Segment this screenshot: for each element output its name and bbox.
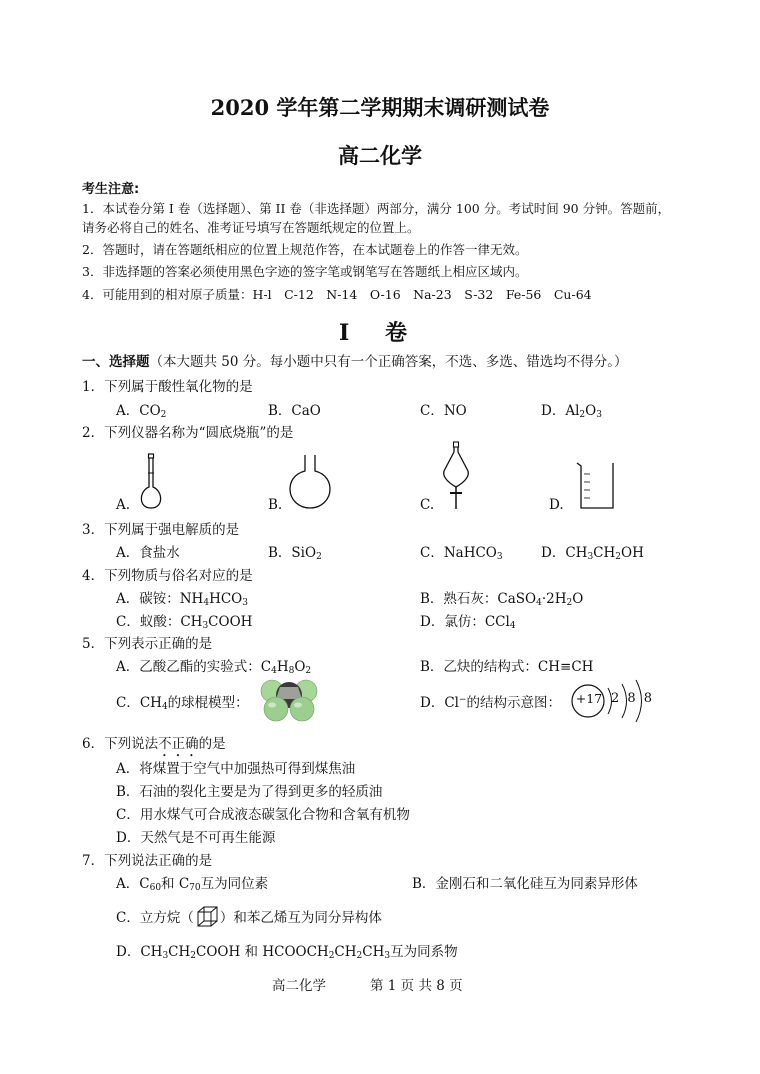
q6-stem: 6．下列说法不正确的是 [82,736,226,752]
q6-option-a: A．将煤置于空气中加强热可得到煤焦油 [116,761,356,777]
q4-option-c: C．蚁酸：$CH_3COOH$ [116,614,253,631]
footer-page-number: 第 1 页 共 8 页 [370,978,463,994]
q6-option-c: C．用水煤气可合成液态碳氢化合物和含氧有机物 [116,807,410,823]
electron-shells: 2 8 8 [611,691,653,706]
q2-option-d-label: D. [549,497,564,513]
q7-option-d: D．$CH_3CH_2COOH$ 和 $HCOOCH_2CH_2CH_3$互为同系物 [116,944,458,961]
q6-option-b: B．石油的裂化主要是为了得到更多的轻质油 [116,784,383,800]
q3-option-c: C．NaHCO$_3$ [420,545,503,562]
q7-stem: 7．下列说法正确的是 [82,853,213,869]
notice-item-1: 1．本试卷分第 I 卷（选择题）、第 II 卷（非选择题）两部分，满分 100 分。考试时间 90 分钟。答题前， [82,201,671,216]
q4-option-d: D．氯仿：CCl$_4$ [420,614,516,631]
q4-option-b: B．熟石灰：$CaSO_4\cdot 2H_2O$ [420,591,584,608]
q3-stem: 3．下列属于强电解质的是 [82,522,240,538]
q2-option-a-label: A. [116,497,131,513]
q3-option-a: A．食盐水 [116,545,180,561]
q1-option-d: D．$Al_2O_3$ [541,403,602,420]
beaker-icon [576,460,618,510]
section-header [82,350,628,370]
nucleus-charge: +17 [575,691,603,706]
q7-option-b: B．金刚石和二氧化硅互为同素异形体 [412,876,638,892]
section-desc: （本大题共 50 分。每小题中只有一个正确答案，不选、多选、错选均不得分。） [149,354,628,370]
q2-option-c-label: C. [420,497,435,513]
q4-option-a: A．碳铵：$NH_4HCO_3$ [116,591,248,608]
footer-subject: 高二化学 [272,978,326,994]
q1-stem: 1．下列属于酸性氧化物的是 [82,379,253,395]
subject-title: 高二化学 [338,143,422,168]
q5-option-b: B．乙炔的结构式：CH≡CH [420,659,594,675]
q1-option-c: C．NO [420,403,467,419]
notice-item-3: 3．非选择题的答案必须使用黑色字迹的签字笔或钢笔写在答题纸上相应区域内。 [82,264,528,279]
q5-option-a: A．乙酸乙酯的实验式：$C_4H_8O_2$ [116,659,312,676]
volumetric-flask-icon [134,453,168,511]
section-number: 一、 [82,354,109,370]
q6-option-d: D．天然气是不可再生能源 [116,830,276,846]
q5-option-c: C．$CH_4$的球棍模型： [116,695,249,712]
cubane-structure-icon [194,909,220,925]
methane-ball-stick-model-icon [258,677,320,723]
q3-option-d: D．$CH_3CH_2OH$ [541,545,644,562]
exam-title: 2020 学年第二学期期末调研测试卷 [210,95,550,120]
q7-option-a: A．$C_{60}$和 $C_{70}$互为同位素 [116,876,269,893]
q2-option-b-label: B. [268,497,283,513]
notice-item-2: 2．答题时，请在答题纸相应的位置上规范作答，在本试题卷上的作答一律无效。 [82,242,528,257]
q5-stem: 5．下列表示正确的是 [82,636,213,652]
notice-heading: 考生注意: [82,182,140,197]
q1-option-a: A．$CO_2$ [116,403,167,420]
q1-option-b: B．CaO [268,403,321,419]
q4-stem: 4．下列物质与俗名对应的是 [82,568,253,584]
q5-option-d: D．Cl−的结构示意图： [420,695,562,711]
q2-stem: 2．下列仪器名称为“圆底烧瓶”的是 [82,425,294,441]
q7-option-c: C．立方烷（ ）和苯乙烯互为同分异构体 [116,906,382,926]
notice-item-1-cont: 请务必将自己的姓名、准考证号填写在答题纸规定的位置上。 [82,220,420,235]
q3-option-b: B．SiO$_2$ [268,545,322,562]
round-bottom-flask-icon [289,454,331,510]
notice-item-4: 4．可能用到的相对原子质量：H-l C-12 N-14 O-16 Na-23 S-32 Fe-56 Cu-64 [82,287,592,302]
section-name: 选择题 [109,354,150,370]
separatory-funnel-icon [441,441,471,511]
volume-title: I 卷 [339,320,421,346]
